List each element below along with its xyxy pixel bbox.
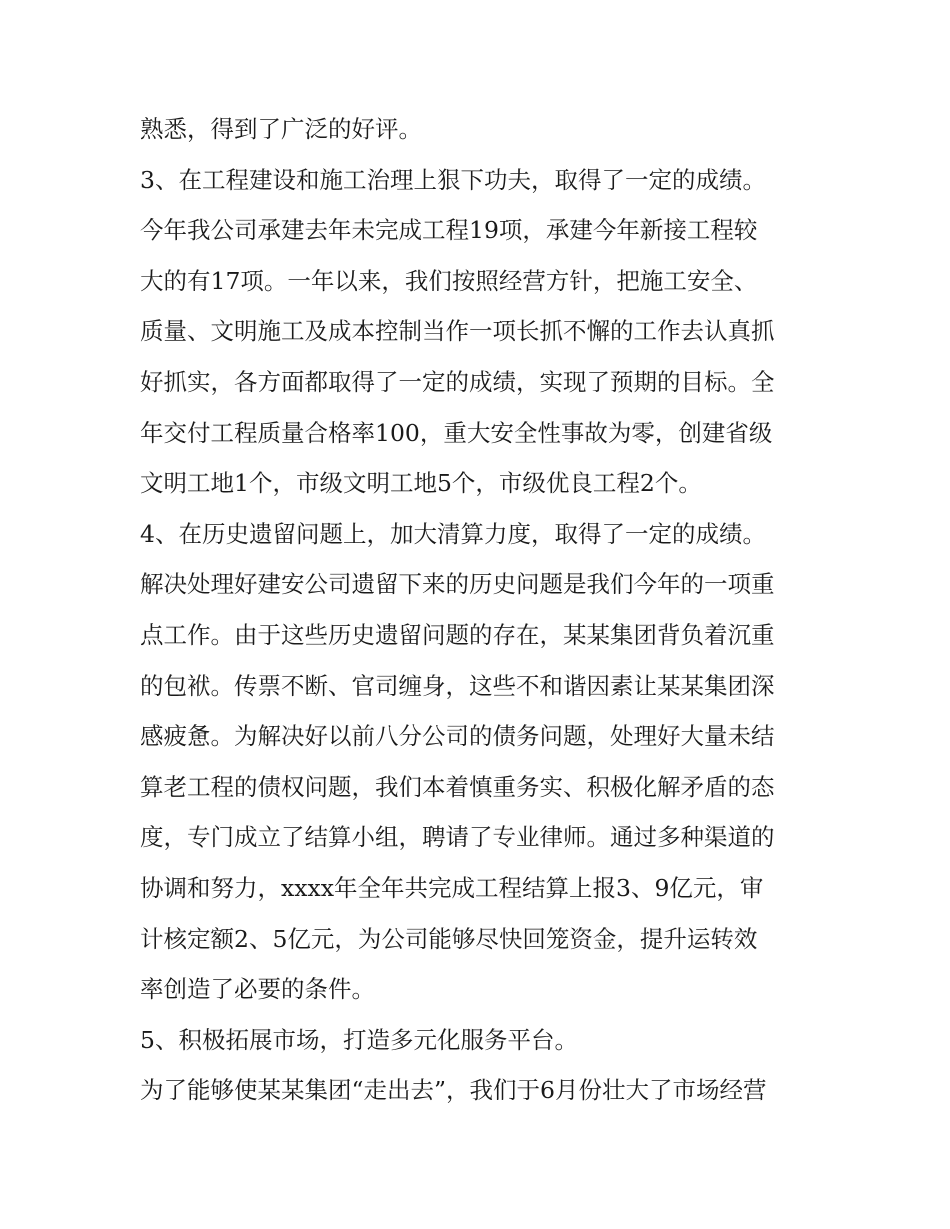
section-heading: 5、积极拓展市场，打造多元化服务平台。 xyxy=(140,1025,578,1054)
text-line: 好抓实，各方面都取得了一定的成绩，实现了预期的目标。全 xyxy=(140,367,775,396)
section-heading: 4、在历史遗留问题上，加大清算力度，取得了一定的成绩。 xyxy=(140,519,766,548)
text-line: 度，专门成立了结算小组，聘请了专业律师。通过多种渠道的 xyxy=(140,823,775,852)
section-heading: 3、在工程建设和施工治理上狠下功夫，取得了一定的成绩。 xyxy=(140,165,766,194)
text-line: 今年我公司承建去年未完成工程19项，承建今年新接工程较 xyxy=(140,216,758,245)
text-line: 文明工地1个，市级文明工地5个，市级优良工程2个。 xyxy=(140,469,702,498)
text-line: 质量、文明施工及成本控制当作一项长抓不懈的工作去认真抓 xyxy=(140,317,775,346)
text-line: 为了能够使某某集团“走出去”，我们于6月份壮大了市场经营 xyxy=(140,1076,767,1105)
text-line: 感疲惫。为解决好以前八分公司的债务问题，处理好大量未结 xyxy=(140,722,775,751)
text-line: 解决处理好建安公司遗留下来的历史问题是我们今年的一项重 xyxy=(140,570,775,599)
text-line: 算老工程的债权问题，我们本着慎重务实、积极化解矛盾的态 xyxy=(140,772,775,801)
text-line: 计核定额2、5亿元，为公司能够尽快回笼资金，提升运转效 xyxy=(140,924,758,953)
document-body xyxy=(140,104,820,1116)
text-line: 点工作。由于这些历史遗留问题的存在，某某集团背负着沉重 xyxy=(140,620,775,649)
text-line: 年交付工程质量合格率100，重大安全性事故为零，创建省级 xyxy=(140,418,773,447)
text-line: 大的有17项。一年以来，我们按照经营方针，把施工安全、 xyxy=(140,266,758,295)
text-line: 协调和努力，xxxx年全年共完成工程结算上报3、9亿元，审 xyxy=(140,873,764,902)
text-line: 的包袱。传票不断、官司缠身，这些不和谐因素让某某集团深 xyxy=(140,671,775,700)
text-line: 熟悉，得到了广泛的好评。 xyxy=(140,115,422,143)
text-line: 率创造了必要的条件。 xyxy=(140,975,375,1004)
